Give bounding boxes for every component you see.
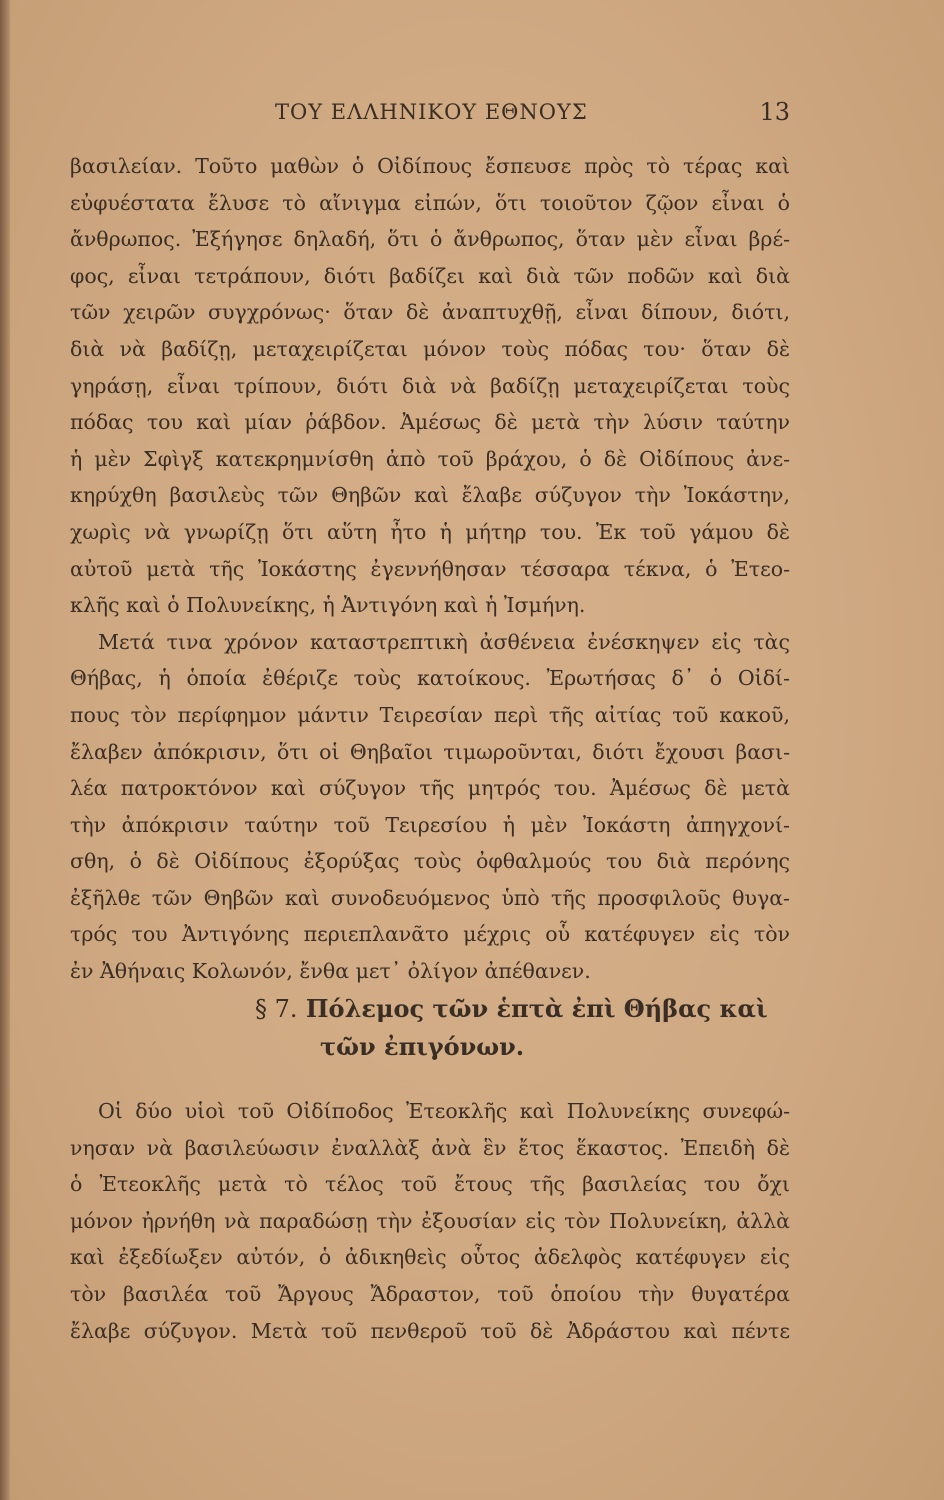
text-line: ἡ μὲν Σφὶγξ κατεκρημνίσθη ἀπὸ τοῦ βράχου, ὁ δὲ Οἰδίπους ἀνε-	[70, 446, 790, 471]
text-line: τὸν βασιλέα τοῦ Ἄργους Ἄδραστον, τοῦ ὁποίου τὴν θυγατέρα	[70, 1281, 790, 1306]
text-line: τῶν χειρῶν συγχρόνως· ὅταν δὲ ἀναπτυχθῇ, εἶναι δίπουν, διότι,	[70, 300, 790, 325]
text-line: κηρύχθη βασιλεὺς τῶν Θηβῶν καὶ ἔλαβε σύζυγον τὴν Ἰοκάστην,	[70, 483, 790, 508]
text-line: καὶ ἐξεδίωξεν αὐτόν, ὁ ἀδικηθεὶς οὗτος ἀδελφὸς κατέφυγεν εἰς	[70, 1245, 790, 1270]
section-text-block	[70, 1093, 790, 1349]
text-line: τὴν ἀπόκρισιν ταύτην τοῦ Τειρεσίου ἡ μὲν Ἰοκάστη ἀπηγχονί-	[70, 812, 790, 837]
text-line: πους τὸν περίφημον μάντιν Τειρεσίαν περὶ τῆς αἰτίας τοῦ κακοῦ,	[70, 702, 790, 727]
text-line: ἔλαβεν ἀπόκρισιν, ὅτι οἱ Θηβαῖοι τιμωροῦνται, διότι ἔχουσι βασι-	[70, 739, 790, 764]
text-line: εὐφυέστατα ἔλυσε τὸ αἴνιγμα εἰπών, ὅτι τοιοῦτον ζῷον εἶναι ὁ	[70, 190, 790, 215]
section-number: § 7.	[255, 995, 298, 1023]
text-line: κλῆς καὶ ὁ Πολυνείκης, ἡ Ἀντιγόνη καὶ ἡ Ἰσμήνη.	[70, 593, 586, 618]
section-heading	[0, 990, 944, 1066]
text-line: ἄνθρωπος. Ἐξήγησε δηλαδή, ὅτι ὁ ἄνθρωπος, ὅταν μὲν εἶναι βρέ-	[70, 227, 790, 252]
section-title-part-1: Πόλεμος τῶν ἑπτὰ ἐπὶ Θήβας καὶ	[305, 994, 768, 1023]
text-line: λέα πατροκτόνον καὶ σύζυγον τῆς μητρός του. Ἀμέσως δὲ μετὰ	[70, 776, 790, 801]
page-binding-edge	[0, 0, 10, 1500]
paragraph-1	[70, 148, 790, 624]
text-line: Οἱ δύο υἱοὶ τοῦ Οἰδίποδος Ἐτεοκλῆς καὶ Πολυνείκης συνεφώ-	[98, 1099, 790, 1123]
page-number: 13	[759, 98, 790, 126]
text-line: φος, εἶναι τετράπουν, διότι βαδίζει καὶ διὰ τῶν ποδῶν καὶ διὰ	[70, 263, 790, 288]
text-line: γηράσῃ, εἶναι τρίπουν, διότι διὰ νὰ βαδίζῃ μεταχειρίζεται τοὺς	[70, 373, 790, 398]
text-line: ἐν Ἀθήναις Κολωνόν, ἔνθα μετ᾽ ὀλίγον ἀπέθανεν.	[70, 959, 591, 984]
text-line: βασιλείαν. Τοῦτο μαθὼν ὁ Οἰδίπους ἔσπευσε πρὸς τὸ τέρας καὶ	[70, 154, 790, 178]
text-line: μόνον ἠρνήθη νὰ παραδώσῃ τὴν ἐξουσίαν εἰς τὸν Πολυνείκη, ἀλλὰ	[70, 1208, 790, 1233]
text-line: διὰ νὰ βαδίζῃ, μεταχειρίζεται μόνον τοὺς πόδας του· ὅταν δὲ	[70, 336, 790, 361]
text-line: σθη, ὁ δὲ Οἰδίπους ἐξορύξας τοὺς ὀφθαλμούς του διὰ περόνης	[70, 849, 790, 874]
text-line: ἔλαβε σύζυγον. Μετὰ τοῦ πενθεροῦ τοῦ δὲ Ἀδράστου καὶ πέντε	[70, 1318, 790, 1343]
text-line: πόδας του καὶ μίαν ῥάβδον. Ἀμέσως δὲ μετὰ τὴν λύσιν ταύτην	[70, 410, 790, 435]
text-line: ἐξῆλθε τῶν Θηβῶν καὶ συνοδευόμενος ὑπὸ τῆς προσφιλοῦς θυγα-	[70, 885, 790, 910]
text-line: Θήβας, ἡ ὁποία ἐθέριζε τοὺς κατοίκους. Ἐρωτήσας δ᾽ ὁ Οἰδί-	[70, 666, 790, 691]
paragraph-3	[70, 1093, 790, 1349]
text-line: χωρὶς νὰ γνωρίζῃ ὅτι αὕτη ἦτο ἡ μήτηρ του. Ἐκ τοῦ γάμου δὲ	[70, 519, 790, 544]
section-heading-line-1	[0, 990, 944, 1028]
main-text-block	[70, 148, 790, 990]
text-line: αὐτοῦ μετὰ τῆς Ἰοκάστης ἐγεννήθησαν τέσσαρα τέκνα, ὁ Ἐτεο-	[70, 556, 790, 581]
text-line: ὁ Ἐτεοκλῆς μετὰ τὸ τέλος τοῦ ἔτους τῆς βασιλείας του ὄχι	[70, 1172, 790, 1197]
page-header	[70, 100, 790, 132]
section-title-part-2: τῶν ἐπιγόνων.	[320, 1032, 525, 1061]
text-line: τρός του Ἀντιγόνης περιεπλανᾶτο μέχρις οὗ κατέφυγεν εἰς τὸν	[70, 922, 790, 947]
text-line: νησαν νὰ βασιλεύωσιν ἐναλλὰξ ἀνὰ ἓν ἔτος ἕκαστος. Ἐπειδὴ δὲ	[70, 1135, 790, 1160]
paragraph-2	[70, 624, 790, 990]
running-title: ΤΟΥ ΕΛΛΗΝΙΚΟΥ ΕΘΝΟΥΣ	[275, 100, 588, 124]
text-line: Μετά τινα χρόνον καταστρεπτικὴ ἀσθένεια ἐνέσκηψεν εἰς τὰς	[98, 629, 790, 654]
